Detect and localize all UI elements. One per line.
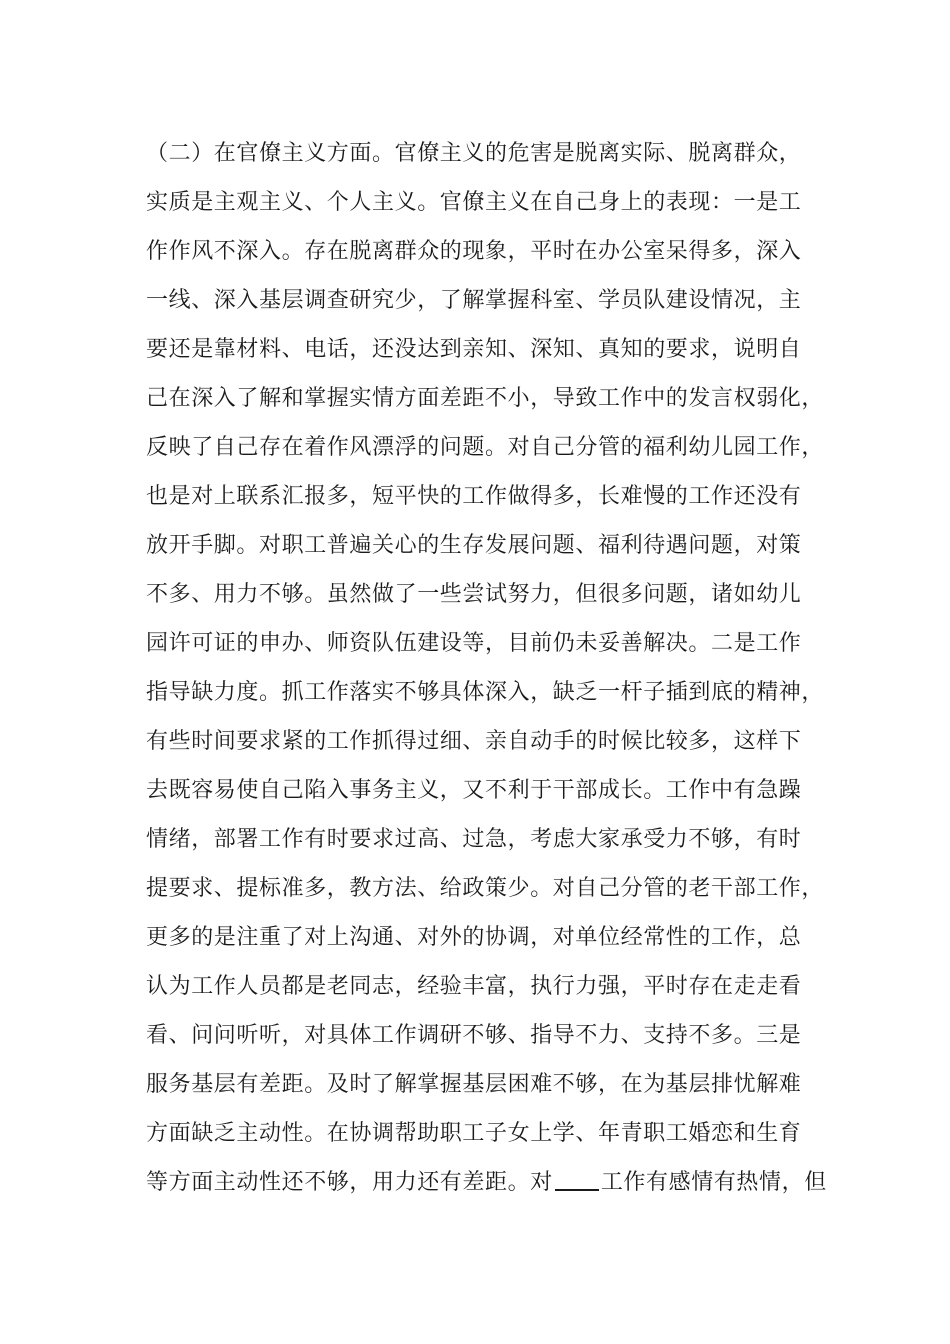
fill-in-blank xyxy=(555,1171,599,1191)
text-line: 去既容易使自己陷入事务主义，又不利于干部成长。工作中有急躁 xyxy=(146,778,802,803)
body-paragraph xyxy=(146,129,836,1207)
text-line: 作作风不深入。存在脱离群众的现象，平时在办公室呆得多，深入 xyxy=(146,239,802,264)
text-line: 一线、深入基层调查研究少，了解掌握科室、学员队建设情况，主 xyxy=(146,288,802,313)
text-line: 不多、用力不够。虽然做了一些尝试努力，但很多问题，诸如幼儿 xyxy=(146,582,802,607)
text-line: （二）在官僚主义方面。官僚主义的危害是脱离实际、脱离群众， xyxy=(146,141,802,166)
text-line: 提要求、提标准多，教方法、给政策少。对自己分管的老干部工作， xyxy=(146,876,825,901)
text-line-last xyxy=(146,1158,836,1207)
text-line: 更多的是注重了对上沟通、对外的协调，对单位经常性的工作，总 xyxy=(146,925,802,950)
text-line: 实质是主观主义、个人主义。官僚主义在自己身上的表现：一是工 xyxy=(146,190,802,215)
text-line: 反映了自己存在着作风漂浮的问题。对自己分管的福利幼儿园工作， xyxy=(146,435,825,460)
text-line: 放开手脚。对职工普遍关心的生存发展问题、福利待遇问题，对策 xyxy=(146,533,802,558)
text-line: 方面缺乏主动性。在协调帮助职工子女上学、年青职工婚恋和生育 xyxy=(146,1121,802,1146)
text-line: 有些时间要求紧的工作抓得过细、亲自动手的时候比较多，这样下 xyxy=(146,729,802,754)
text-line: 己在深入了解和掌握实情方面差距不小，导致工作中的发言权弱化， xyxy=(146,386,825,411)
text-line-tail: 工作有感情有热情，但 xyxy=(600,1170,827,1195)
text-line: 园许可证的申办、师资队伍建设等，目前仍未妥善解决。二是工作 xyxy=(146,631,802,656)
text-line: 认为工作人员都是老同志，经验丰富，执行力强，平时存在走走看 xyxy=(146,974,802,999)
text-line: 也是对上联系汇报多，短平快的工作做得多，长难慢的工作还没有 xyxy=(146,484,802,509)
text-line: 情绪，部署工作有时要求过高、过急，考虑大家承受力不够，有时 xyxy=(146,827,802,852)
text-line-head: 等方面主动性还不够，用力还有差距。对 xyxy=(146,1170,553,1195)
text-line: 看、问问听听，对具体工作调研不够、指导不力、支持不多。三是 xyxy=(146,1023,802,1048)
text-line: 要还是靠材料、电话，还没达到亲知、深知、真知的要求，说明自 xyxy=(146,337,802,362)
text-line: 服务基层有差距。及时了解掌握基层困难不够，在为基层排忧解难 xyxy=(146,1072,802,1097)
text-line: 指导缺力度。抓工作落实不够具体深入，缺乏一杆子插到底的精神， xyxy=(146,680,825,705)
